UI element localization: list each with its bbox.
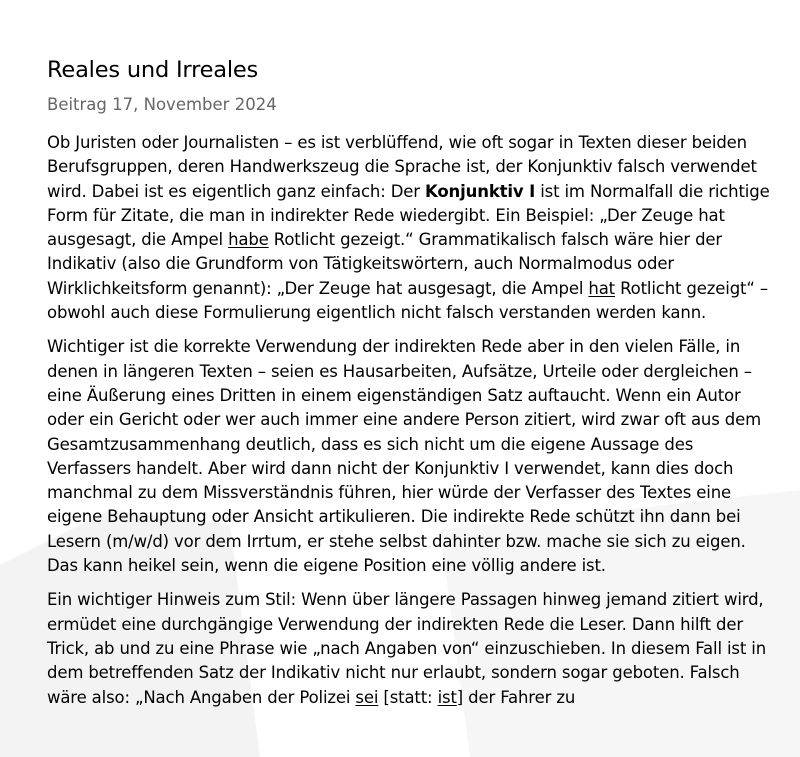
article-title: Reales und Irreales [47, 57, 259, 83]
paragraph-3 [47, 588, 770, 709]
paragraph-1-text-a: Ob Juristen oder Journalisten – es ist verblüffend, wie oft sogar in Texten dieser beiden Berufsgruppen, deren Handwerkszeug die Sprache ist, der Konjunktiv falsch verwendet wird. Dabei ist es eigentlich ganz einfach: Der [47, 133, 757, 201]
paragraph-1-text-g: Rotlicht gezeigt“ – obwohl auch diese Formulierung eigentlich nicht falsch verstanden werden kann. [47, 278, 768, 323]
paragraph-2: Wichtiger ist die korrekte Verwendung der indirekten Rede aber in den vielen Fälle, in denen in längeren Texten – seien es Hausarbeiten, Aufsätze, Urteile oder dergleichen – eine Äußerung eines Dritten in einem eigenständigen Satz auftaucht. Wenn ein Autor oder ein Gericht oder wer auch immer eine andere Person zitiert, wird zwar oft aus dem Gesamtzusammenhang deutlich, dass es sich nicht um die eigene Aussage des Verfassers handelt. Aber wird dann nicht der Konjunktiv I verwendet, kann dies doch manchmal zu dem Missverständnis führen, hier würde der Verfasser des Textes eine eigene Behauptung oder Ansicht artikulieren. Die indirekte Rede schützt ihn dann bei Lesern (m/w/d) vor dem Irrtum, er stehe selbst dahinter bzw. mache sie sich zu eigen. Das kann heikel sein, wenn die eigene Position eine völlig andere ist. [47, 337, 762, 576]
underlined-hat: hat [588, 278, 615, 298]
underlined-habe: habe [228, 230, 269, 250]
article-meta: Beitrag 17, November 2024 [47, 95, 277, 114]
paragraph-1-text-c: ist im Normalfall die richtige Form für Zitate, die man in indirekter Rede wiedergibt. Ein Beispiel: „Der Zeuge hat ausgesagt, die Ampel [47, 181, 770, 250]
underlined-sei: sei [355, 687, 379, 707]
paragraph-1-text-e: Rotlicht gezeigt.“ Grammatikalisch falsch wäre hier der Indikativ (also die Grundform von Tätigkeitswörtern, auch Normalmodus oder Wirklichkeitsform genannt): „Der Zeuge hat ausgesagt, die Ampel [47, 230, 723, 298]
paragraph-3-text-c: [statt: [378, 687, 438, 707]
paragraph-1 [47, 131, 770, 325]
keyword-konjunktiv: Konjunktiv I [425, 181, 536, 201]
underlined-ist: ist [437, 687, 457, 707]
paragraph-3-text-a: Ein wichtiger Hinweis zum Stil: Wenn über längere Passagen hinweg jemand zitiert wird, ermüdet eine durchgängige Verwendung der indirekten Rede die Leser. Dann hilft der Trick, ab und zu eine Phrase wie „nach Angaben von“ einzuschieben. In diesem Fall ist in dem betreffenden Satz der Indikativ nicht nur erlaubt, sondern sogar geboten. Falsch wäre also: „Nach Angaben der Polizei [47, 590, 767, 707]
paragraph-3-text-e: ] der Fahrer zu [456, 687, 576, 707]
